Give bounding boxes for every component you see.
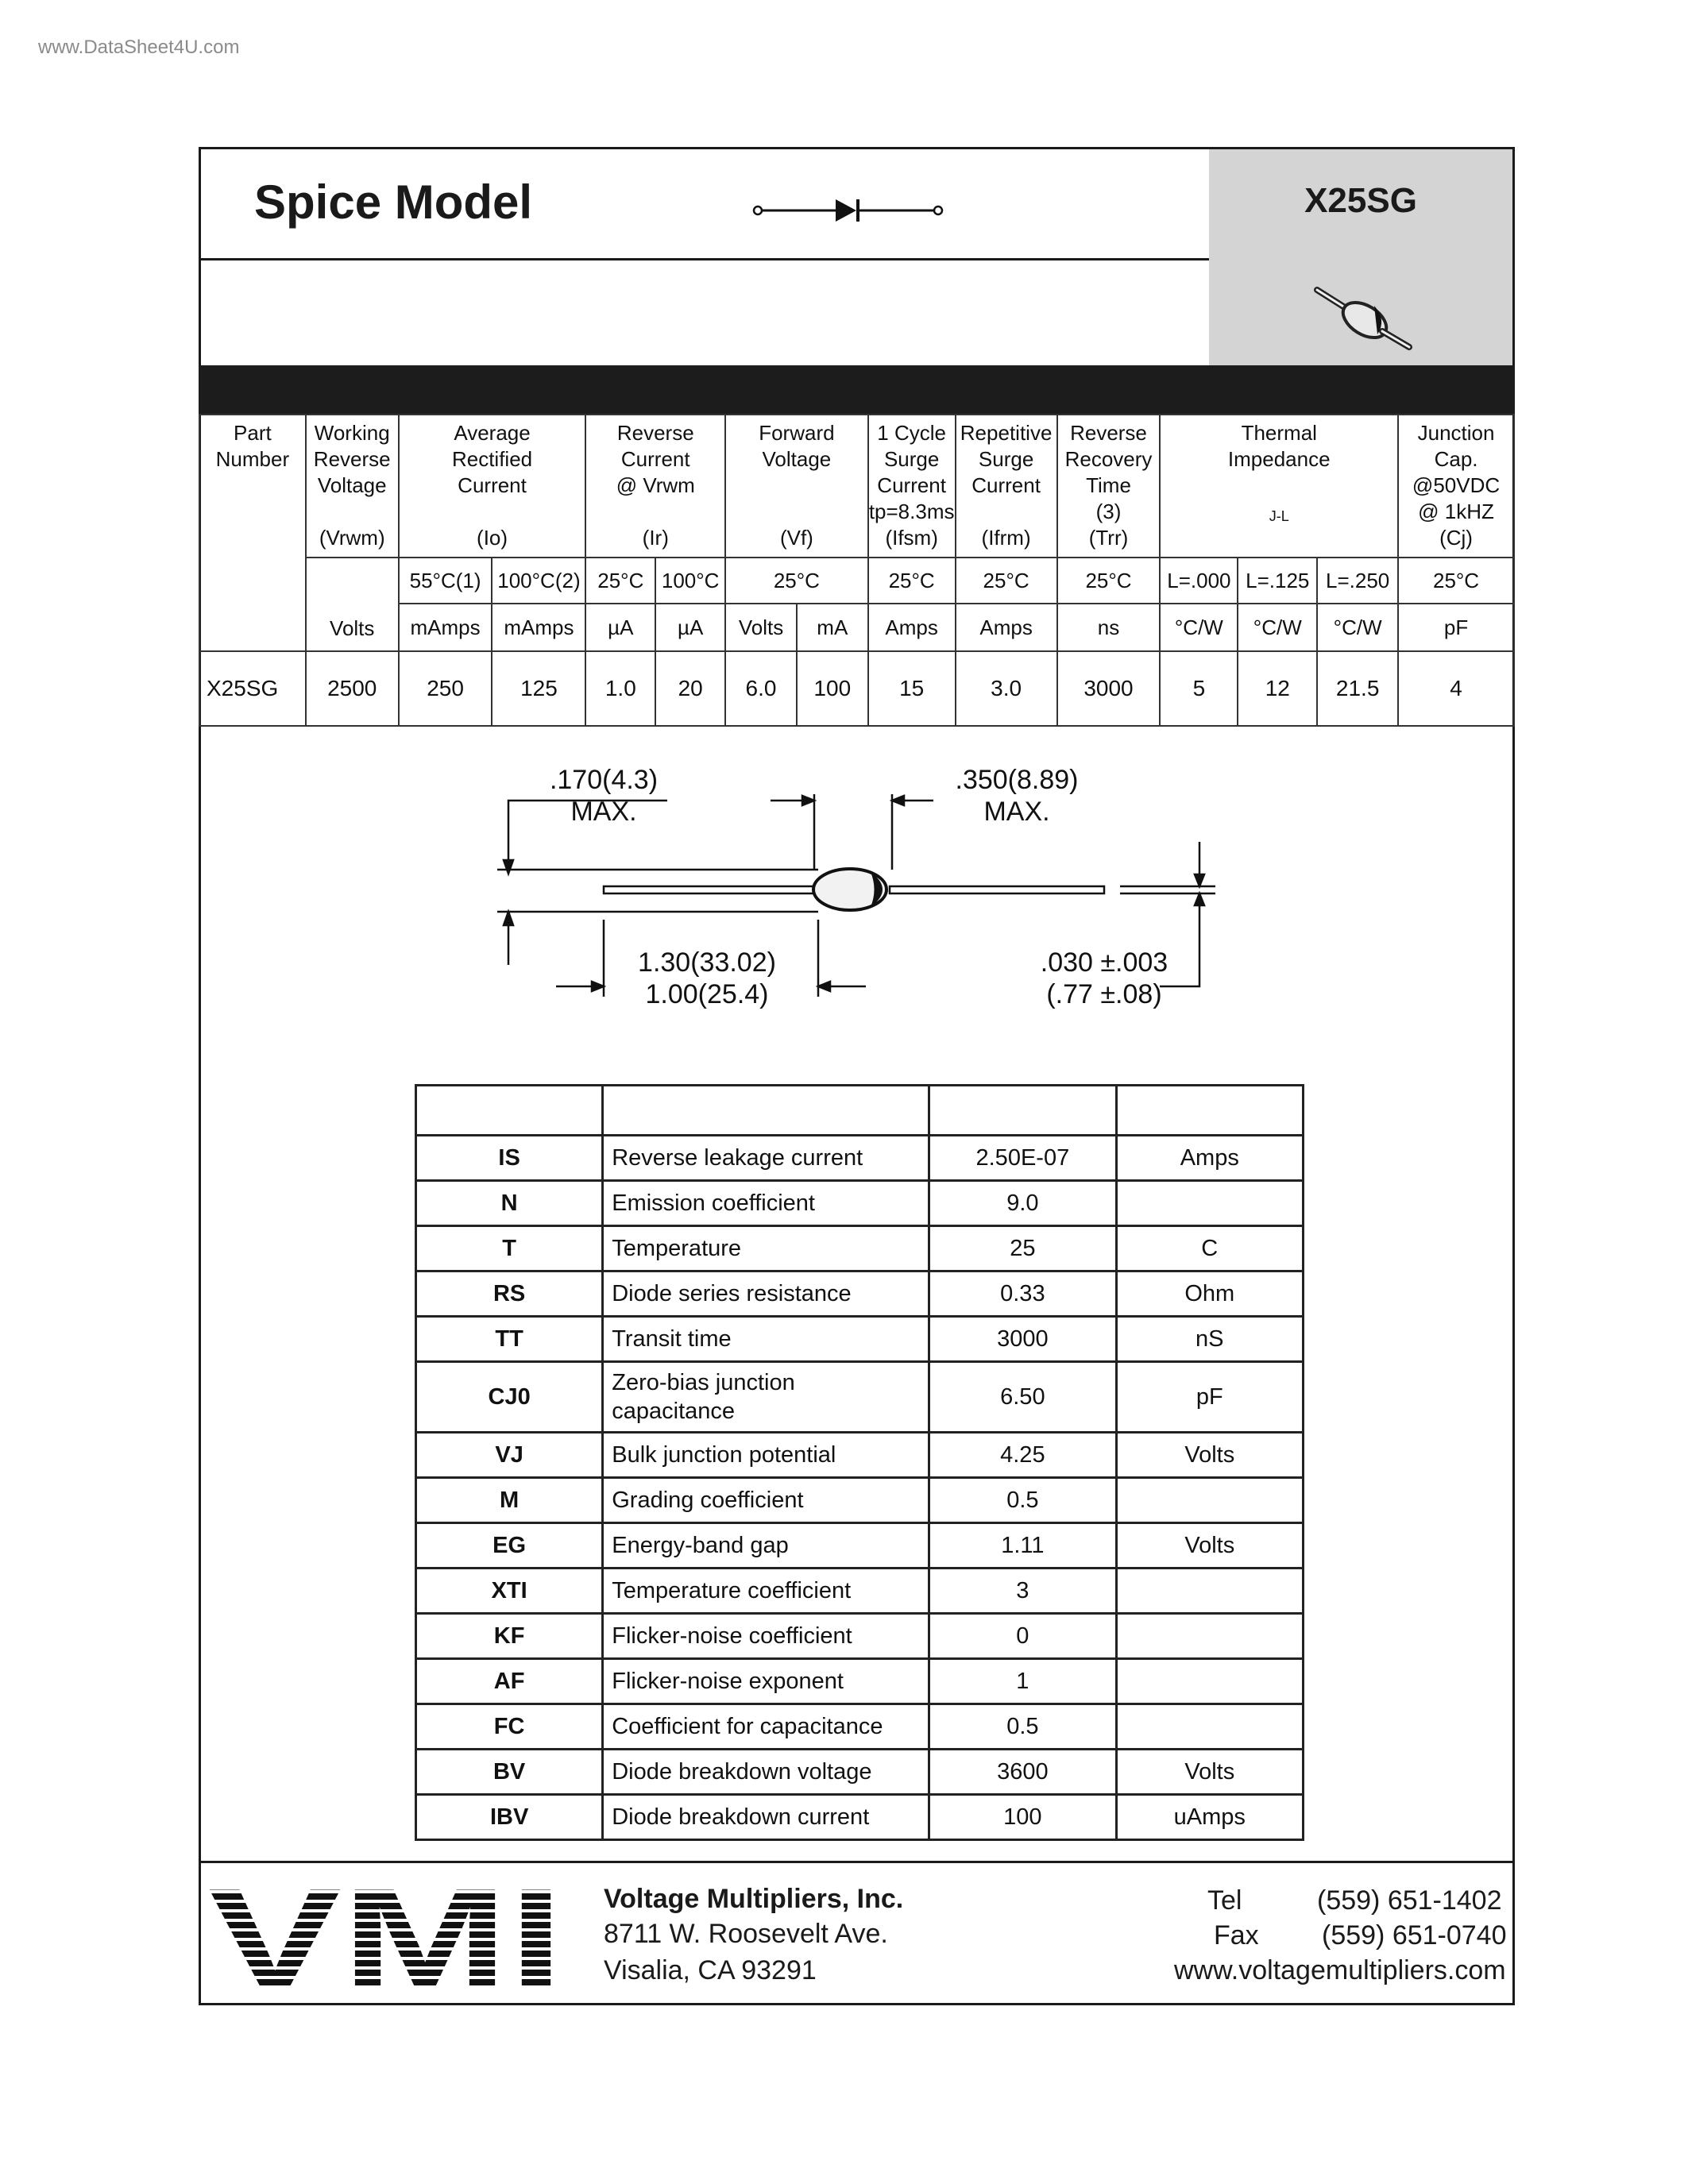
- param-unit: Volts: [1116, 1433, 1303, 1478]
- header-forward-voltage: Forward Voltage (Vf): [725, 415, 868, 558]
- unit-trr: ns: [1057, 604, 1161, 651]
- condition-io-100: 100°C(2): [492, 558, 585, 604]
- param-sym: CJ0: [416, 1362, 603, 1433]
- website-link[interactable]: www.voltagemultipliers.com: [1174, 1955, 1506, 1985]
- param-unit: Volts: [1116, 1750, 1303, 1795]
- param-unit: C: [1116, 1226, 1303, 1271]
- header-surge-current: 1 Cycle Surge Current tp=8.3ms (Ifsm): [868, 415, 956, 558]
- param-sym: T: [416, 1226, 603, 1271]
- param-desc: Grading coefficient: [603, 1478, 929, 1523]
- param-desc: Flicker-noise exponent: [603, 1659, 929, 1704]
- param-val: 0.5: [929, 1478, 1116, 1523]
- param-sym: AF: [416, 1659, 603, 1704]
- param-sym: XTI: [416, 1569, 603, 1614]
- condition-l250: L=.250: [1317, 558, 1398, 604]
- param-val: 4.25: [929, 1433, 1116, 1478]
- header-repetitive-surge: Repetitive Surge Current (Ifrm): [956, 415, 1057, 558]
- param-unit: [1116, 1704, 1303, 1750]
- header-rule: [199, 258, 1209, 260]
- param-sym: BV: [416, 1750, 603, 1795]
- dim-body-diameter: .170(4.3) MAX.: [549, 765, 659, 827]
- value-io-55: 250: [399, 651, 492, 726]
- param-unit: Amps: [1116, 1136, 1303, 1181]
- param-unit: uAmps: [1116, 1795, 1303, 1840]
- value-part-number: X25SG: [199, 651, 306, 726]
- condition-trr: 25°C: [1057, 558, 1161, 604]
- param-header-symbol: [416, 1086, 603, 1136]
- condition-ir-25: 25°C: [585, 558, 655, 604]
- value-ir-25: 1.0: [585, 651, 655, 726]
- param-row: [416, 1433, 1304, 1478]
- param-desc: Diode series resistance: [603, 1271, 929, 1317]
- param-row: [416, 1136, 1304, 1181]
- vmi-logo-icon: [208, 1884, 566, 1995]
- unit-l000: °C/W: [1160, 604, 1238, 651]
- param-desc: Bulk junction potential: [603, 1433, 929, 1478]
- condition-ifsm: 25°C: [868, 558, 956, 604]
- param-val: 1.11: [929, 1523, 1116, 1569]
- company-name: Voltage Multipliers, Inc.: [604, 1884, 904, 1914]
- param-sym: EG: [416, 1523, 603, 1569]
- company-address-1: 8711 W. Roosevelt Ave.: [604, 1919, 888, 1949]
- param-sym: FC: [416, 1704, 603, 1750]
- dim-lead-diameter: .030 ±.003 (.77 ±.08): [1040, 947, 1168, 1009]
- part-number-title: X25SG: [1304, 181, 1417, 220]
- param-val: 3000: [929, 1317, 1116, 1362]
- param-row: [416, 1750, 1304, 1795]
- header-average-current: Average Rectified Current (Io): [399, 415, 586, 558]
- param-unit: Ohm: [1116, 1271, 1303, 1317]
- param-val: 25: [929, 1226, 1116, 1271]
- param-row: [416, 1569, 1304, 1614]
- param-val: 3600: [929, 1750, 1116, 1795]
- header-recovery-time: Reverse Recovery Time (3) (Trr): [1057, 415, 1161, 558]
- company-address-2: Visalia, CA 93291: [604, 1955, 817, 1985]
- value-io-100: 125: [492, 651, 585, 726]
- param-unit: [1116, 1569, 1303, 1614]
- unit-io-100: mAmps: [492, 604, 585, 651]
- dim-lead-length: 1.30(33.02) 1.00(25.4): [638, 947, 776, 1009]
- unit-cj: pF: [1398, 604, 1514, 651]
- param-val: 100: [929, 1795, 1116, 1840]
- param-sym: IS: [416, 1136, 603, 1181]
- param-row: [416, 1614, 1304, 1659]
- header-junction-cap: Junction Cap. @50VDC @ 1kHZ (Cj): [1398, 415, 1514, 558]
- condition-ir-100: 100°C: [655, 558, 725, 604]
- param-header-unit: [1116, 1086, 1303, 1136]
- param-sym: VJ: [416, 1433, 603, 1478]
- param-sym: TT: [416, 1317, 603, 1362]
- param-unit: pF: [1116, 1362, 1303, 1433]
- unit-vrwm: Volts: [306, 558, 399, 651]
- param-val: 0.5: [929, 1704, 1116, 1750]
- param-val: 9.0: [929, 1181, 1116, 1226]
- value-ifsm: 15: [868, 651, 956, 726]
- unit-ifrm: Amps: [956, 604, 1057, 651]
- param-val: 0: [929, 1614, 1116, 1659]
- param-desc: Reverse leakage current: [603, 1136, 929, 1181]
- param-desc: Coefficient for capacitance: [603, 1704, 929, 1750]
- param-row: [416, 1317, 1304, 1362]
- param-val: 2.50E-07: [929, 1136, 1116, 1181]
- param-val: 6.50: [929, 1362, 1116, 1433]
- unit-io-55: mAmps: [399, 604, 492, 651]
- param-row: [416, 1659, 1304, 1704]
- param-row: [416, 1226, 1304, 1271]
- param-desc: Zero-bias junction capacitance: [603, 1362, 929, 1433]
- value-thermal-l250: 21.5: [1317, 651, 1398, 726]
- spice-parameter-table: [415, 1084, 1304, 1841]
- tel-number: (559) 651-1402: [1317, 1885, 1502, 1916]
- component-thumbnail-icon: [1311, 282, 1422, 353]
- header-part-number: Part Number: [199, 415, 306, 651]
- tel-label: Tel: [1207, 1885, 1242, 1916]
- param-desc: Diode breakdown voltage: [603, 1750, 929, 1795]
- param-row: [416, 1523, 1304, 1569]
- unit-ir-100: µA: [655, 604, 725, 651]
- watermark-url: www.DataSheet4U.com: [38, 37, 240, 58]
- value-thermal-l000: 5: [1160, 651, 1238, 726]
- param-row: [416, 1181, 1304, 1226]
- param-row: [416, 1795, 1304, 1840]
- param-row: [416, 1478, 1304, 1523]
- value-thermal-l125: 12: [1238, 651, 1317, 726]
- condition-ifrm: 25°C: [956, 558, 1057, 604]
- value-ir-100: 20: [655, 651, 725, 726]
- header-working-voltage: Working Reverse Voltage (Vrwm): [306, 415, 399, 558]
- param-desc: Transit time: [603, 1317, 929, 1362]
- param-val: 3: [929, 1569, 1116, 1614]
- fax-label: Fax: [1214, 1920, 1259, 1951]
- value-vf: 6.0: [725, 651, 797, 726]
- param-row: [416, 1362, 1304, 1433]
- param-val: 0.33: [929, 1271, 1116, 1317]
- param-sym: M: [416, 1478, 603, 1523]
- param-unit: nS: [1116, 1317, 1303, 1362]
- dim-body-length: .350(8.89) MAX.: [955, 765, 1079, 827]
- param-header-description: [603, 1086, 929, 1136]
- unit-ir-25: µA: [585, 604, 655, 651]
- value-vrwm: 2500: [306, 651, 399, 726]
- param-unit: [1116, 1659, 1303, 1704]
- param-val: 1: [929, 1659, 1116, 1704]
- param-desc: Temperature coefficient: [603, 1569, 929, 1614]
- header-thermal-impedance: Thermal Impedance J-L: [1160, 415, 1398, 558]
- param-desc: Flicker-noise coefficient: [603, 1614, 929, 1659]
- param-unit: [1116, 1478, 1303, 1523]
- page-title: Spice Model: [254, 176, 533, 229]
- condition-vf: 25°C: [725, 558, 868, 604]
- diode-symbol-icon: [747, 195, 953, 226]
- param-sym: IBV: [416, 1795, 603, 1840]
- unit-l125: °C/W: [1238, 604, 1317, 651]
- section-band: [199, 365, 1515, 415]
- unit-vf-ma: mA: [797, 604, 868, 651]
- param-desc: Diode breakdown current: [603, 1795, 929, 1840]
- unit-l250: °C/W: [1317, 604, 1398, 651]
- spec-table: [199, 414, 1515, 727]
- condition-io-55: 55°C(1): [399, 558, 492, 604]
- condition-l125: L=.125: [1238, 558, 1317, 604]
- footer-rule: [199, 1861, 1515, 1863]
- param-sym: RS: [416, 1271, 603, 1317]
- param-unit: [1116, 1181, 1303, 1226]
- param-desc: Energy-band gap: [603, 1523, 929, 1569]
- fax-number: (559) 651-0740: [1322, 1920, 1507, 1951]
- param-unit: Volts: [1116, 1523, 1303, 1569]
- value-trr: 3000: [1057, 651, 1161, 726]
- param-header-value: [929, 1086, 1116, 1136]
- param-unit: [1116, 1614, 1303, 1659]
- value-vf-ma: 100: [797, 651, 868, 726]
- unit-vf-volts: Volts: [725, 604, 797, 651]
- param-row: [416, 1271, 1304, 1317]
- condition-cj: 25°C: [1398, 558, 1514, 604]
- value-cj: 4: [1398, 651, 1514, 726]
- header-reverse-current: Reverse Current @ Vrwm (Ir): [585, 415, 725, 558]
- param-desc: Temperature: [603, 1226, 929, 1271]
- unit-ifsm: Amps: [868, 604, 956, 651]
- condition-l000: L=.000: [1160, 558, 1238, 604]
- value-ifrm: 3.0: [956, 651, 1057, 726]
- param-sym: N: [416, 1181, 603, 1226]
- param-desc: Emission coefficient: [603, 1181, 929, 1226]
- param-row: [416, 1704, 1304, 1750]
- param-sym: KF: [416, 1614, 603, 1659]
